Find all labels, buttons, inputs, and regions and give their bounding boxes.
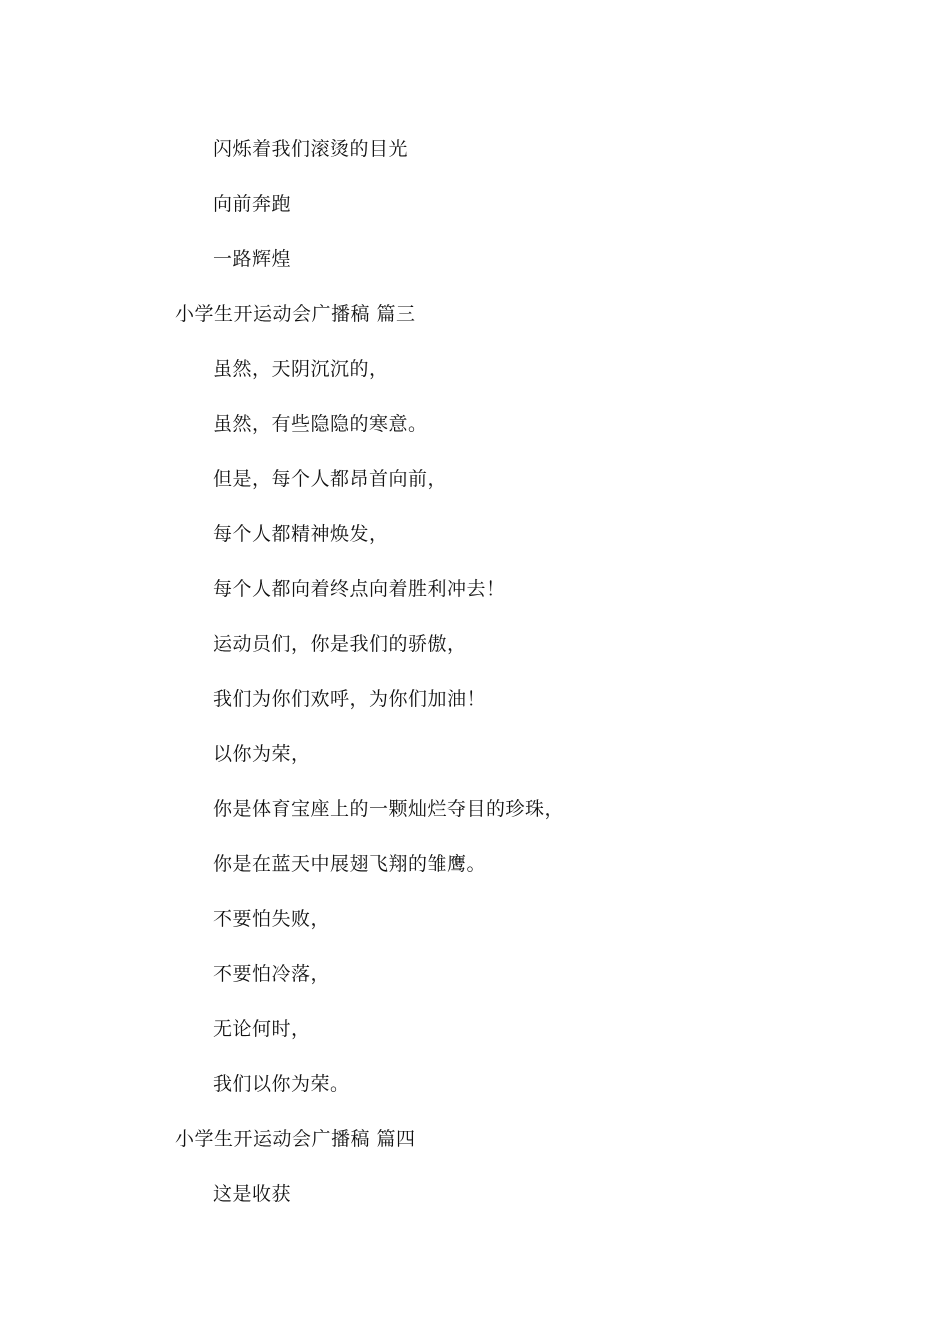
- poem-line: 但是，每个人都昂首向前，: [213, 468, 448, 490]
- poem-line: 运动员们，你是我们的骄傲，: [213, 633, 467, 655]
- poem-line: 虽然，有些隐隐的寒意。: [213, 413, 428, 435]
- poem-line: 一路辉煌: [213, 248, 292, 270]
- poem-line: 不要怕失败，: [213, 908, 331, 930]
- poem-line: 不要怕冷落，: [213, 963, 331, 985]
- poem-line: 无论何时，: [213, 1018, 311, 1040]
- poem-line: 我们为你们欢呼，为你们加油！: [213, 688, 487, 710]
- poem-line: 向前奔跑: [213, 193, 292, 215]
- poem-line: 以你为荣，: [213, 743, 311, 765]
- poem-line: 每个人都精神焕发，: [213, 523, 389, 545]
- poem-line: 闪烁着我们滚烫的目光: [213, 138, 409, 160]
- poem-line: 虽然，天阴沉沉的，: [213, 358, 389, 380]
- section-heading: 小学生开运动会广播稿 篇四: [175, 1128, 416, 1150]
- poem-line: 这是收获: [213, 1183, 292, 1205]
- poem-line: 你是体育宝座上的一颗灿烂夺目的珍珠，: [213, 798, 565, 820]
- poem-line: 我们以你为荣。: [213, 1073, 350, 1095]
- poem-line: 你是在蓝天中展翅飞翔的雏鹰。: [213, 853, 487, 875]
- section-heading: 小学生开运动会广播稿 篇三: [175, 303, 416, 325]
- poem-line: 每个人都向着终点向着胜利冲去！: [213, 578, 506, 600]
